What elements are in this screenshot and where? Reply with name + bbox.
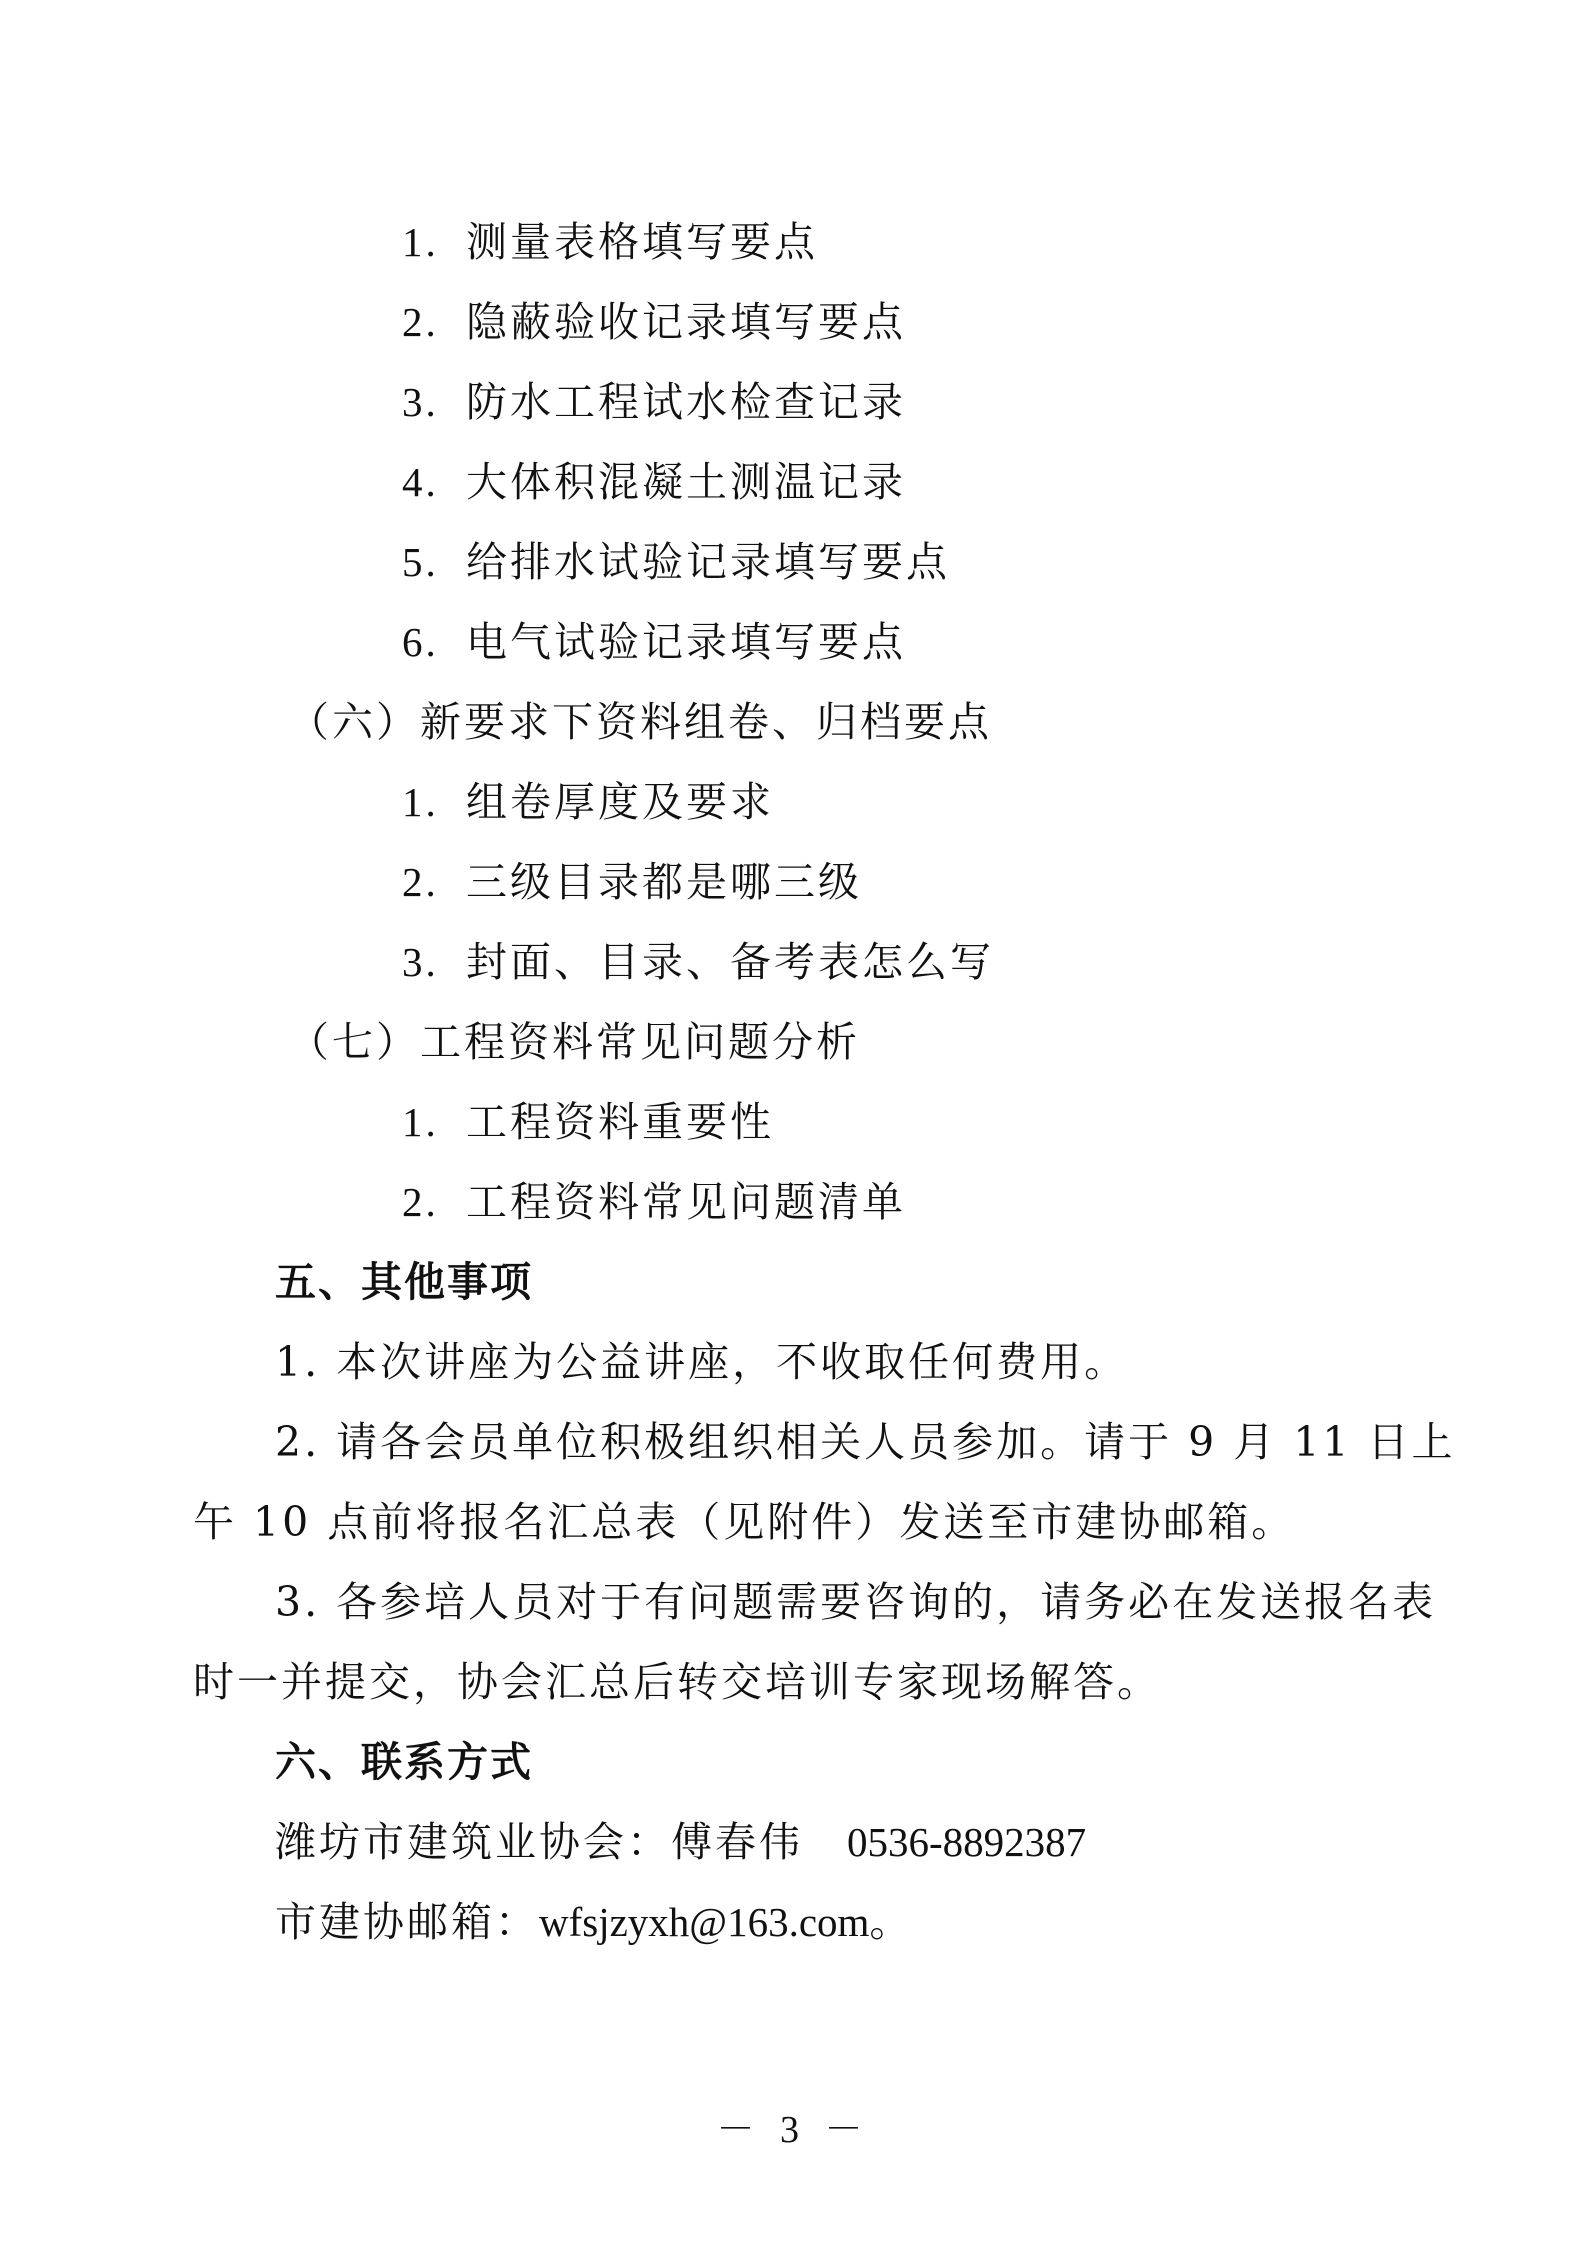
- item-text: 封面、目录、备考表怎么写: [466, 938, 994, 986]
- list-item: [402, 1176, 906, 1228]
- item-text: 工程资料常见问题清单: [466, 1178, 906, 1226]
- contact-person: [275, 1816, 1086, 1868]
- paragraph-continuation: 午 10 点前将报名汇总表（见附件）发送至市建协邮箱。: [193, 1498, 1296, 1546]
- item-text: 电气试验记录填写要点: [466, 618, 906, 666]
- item-number: 5.: [402, 539, 439, 585]
- list-item: [402, 936, 994, 988]
- item-number: 2.: [402, 859, 439, 905]
- subsection-heading: （六）新要求下资料组卷、归档要点: [288, 698, 992, 746]
- email-suffix: 。: [869, 1898, 914, 1946]
- item-number: 3.: [402, 379, 439, 425]
- contact-org-label: 潍坊市建筑业协会：傅春伟: [275, 1818, 803, 1866]
- section-heading-other-matters: 五、其他事项: [275, 1258, 533, 1306]
- list-item: [402, 616, 906, 668]
- paragraph: 2. 请各会员单位积极组织相关人员参加。请于 9 月 11 日上: [275, 1418, 1456, 1466]
- list-item: [402, 536, 950, 588]
- subsection-heading: （七）工程资料常见问题分析: [288, 1018, 860, 1066]
- item-text: 给排水试验记录填写要点: [466, 538, 950, 586]
- list-item: [402, 216, 818, 268]
- list-item: [402, 776, 774, 828]
- item-text: 三级目录都是哪三级: [466, 858, 862, 906]
- page-number: － 3 －: [716, 2109, 871, 2151]
- list-item: [402, 296, 906, 348]
- item-text: 工程资料重要性: [466, 1098, 774, 1146]
- item-text: 隐蔽验收记录填写要点: [466, 298, 906, 346]
- item-number: 2.: [402, 299, 439, 345]
- email-address: wfsjzyxh@163.com: [539, 1899, 870, 1945]
- paragraph: 3. 各参培人员对于有问题需要咨询的，请务必在发送报名表: [275, 1578, 1437, 1626]
- paragraph-continuation: 时一并提交，协会汇总后转交培训专家现场解答。: [193, 1658, 1161, 1706]
- item-number: 6.: [402, 619, 439, 665]
- item-text: 组卷厚度及要求: [466, 778, 774, 826]
- list-item: [402, 1096, 774, 1148]
- list-item: [402, 856, 862, 908]
- item-number: 1.: [402, 219, 439, 265]
- item-number: 1.: [402, 1099, 439, 1145]
- item-text: 大体积混凝土测温记录: [466, 458, 906, 506]
- paragraph: 1. 本次讲座为公益讲座，不收取任何费用。: [275, 1338, 1129, 1386]
- email-label: 市建协邮箱：: [275, 1898, 539, 1946]
- item-number: 4.: [402, 459, 439, 505]
- list-item: [402, 376, 906, 428]
- item-number: 2.: [402, 1179, 439, 1225]
- contact-email: [275, 1896, 913, 1948]
- item-text: 防水工程试水检查记录: [466, 378, 906, 426]
- item-number: 1.: [402, 779, 439, 825]
- list-item: [402, 456, 906, 508]
- item-number: 3.: [402, 939, 439, 985]
- contact-phone: 0536-8892387: [847, 1819, 1087, 1865]
- section-heading-contact: 六、联系方式: [275, 1738, 533, 1786]
- item-text: 测量表格填写要点: [466, 218, 818, 266]
